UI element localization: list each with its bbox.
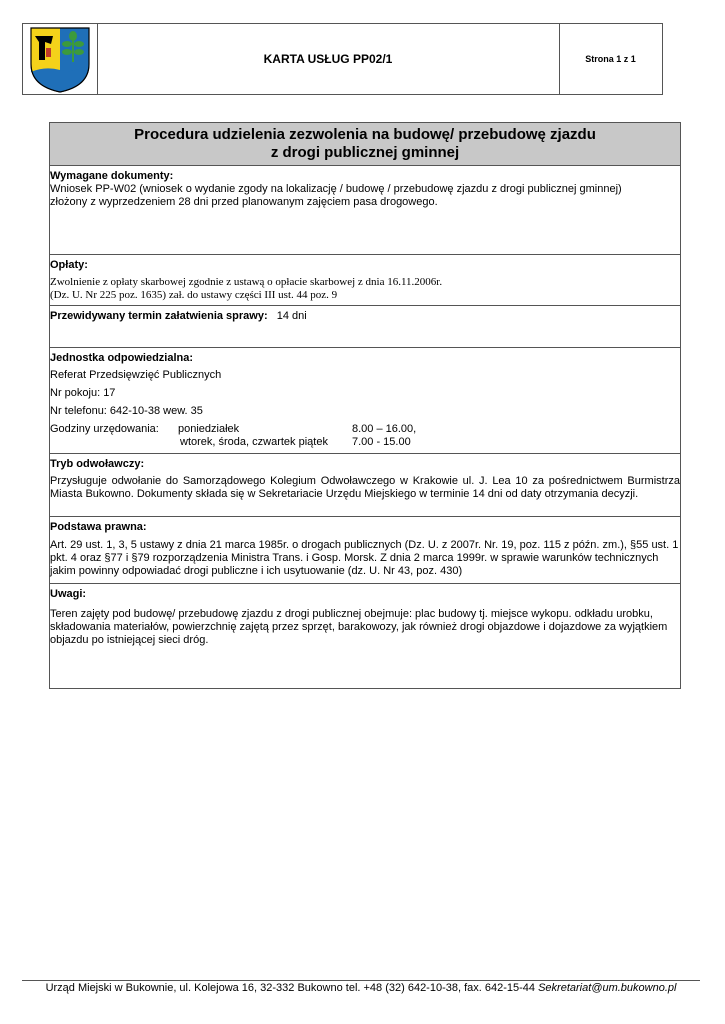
notes-text: Teren zajęty pod budowę/ przebudowę zjazdu z drogi publicznej obejmuje: plac budowy tj. miejsce wykopu. odkładu urobku, składowania materiałów, powierzchnię zajętą przez sprzęt, barakowozy, jak również drogi objazdowe i dojazdowe za wyjątkiem objazdu po istniejącej sieci dróg. <box>50 608 668 646</box>
appeal-text: Przysługuje odwołanie do Samorządowego Kolegium Odwoławczego w Krakowie ul. J. Lea 10 za pośrednictwem Burmistrza Miasta Bukowno. Dokumenty składa się w Sekretariacie Urzędu Miejskiego w terminie 14 dni od daty otrzymania decyzji. <box>50 475 680 500</box>
hours-time1: 8.00 – 16.00, <box>352 423 417 435</box>
fees-line2: (Dz. U. Nr 225 poz. 1635) zał. do ustawy części III ust. 44 poz. 9 <box>50 289 338 301</box>
term-section <box>50 306 680 348</box>
documents-label: Wymagane dokumenty: <box>50 170 174 182</box>
unit-phone: Nr telefonu: 642-10-38 wew. 35 <box>50 405 203 417</box>
term-value: 14 dni <box>276 310 307 322</box>
term-label: Przewidywany termin załatwienia sprawy: <box>50 310 268 322</box>
hours-label: Godziny urzędowania: <box>50 423 159 435</box>
unit-section <box>50 348 680 454</box>
legal-label: Podstawa prawna: <box>50 521 147 533</box>
documents-line2: złożony z wyprzedzeniem 28 dni przed planowanym zajęciem pasa drogowego. <box>50 196 438 208</box>
hours-day1: poniedziałek <box>178 423 240 435</box>
coat-of-arms-logo <box>23 24 97 94</box>
procedure-table <box>49 122 681 689</box>
fees-line1: Zwolnienie z opłaty skarbowej zgodnie z ustawą o opłacie skarbowej z dnia 16.11.2006r. <box>50 276 443 288</box>
footer-email: Sekretariat@um.bukowno.pl <box>538 982 677 994</box>
legal-section <box>50 517 680 584</box>
procedure-title-line1: Procedura udzielenia zezwolenia na budowę/ przebudowę zjazdu <box>134 126 596 143</box>
page-number: Strona 1 z 1 <box>585 54 636 64</box>
footer <box>22 982 700 994</box>
logo-cell <box>23 24 98 94</box>
appeal-label: Tryb odwoławczy: <box>50 458 145 470</box>
office-hours <box>50 423 680 451</box>
notes-label: Uwagi: <box>50 588 87 600</box>
fees-label: Opłaty: <box>50 259 88 271</box>
notes-section <box>50 584 680 688</box>
unit-room: Nr pokoju: 17 <box>50 387 116 399</box>
footer-address: Urząd Miejski w Bukownie, ul. Kolejowa 16, 32-332 Bukowno tel. +48 (32) 642-10-38, fax. 642-15-44 <box>45 982 539 994</box>
unit-name: Referat Przedsięwzięć Publicznych <box>50 369 222 381</box>
legal-text: Art. 29 ust. 1, 3, 5 ustawy z dnia 21 marca 1985r. o drogach publicznych (Dz. U. z 2007r. Nr. 19, poz. 115 z późn. zm.), §55 ust. 1 pkt. 4 oraz §77 i §79 rozporządzenia Ministra Trans. i Gosp. Morsk. Z dnia 2 marca 1999r. w sprawie warunków technicznych jakim powinny odpowiadać drogi publiczne i ich usytuowanie (dz. U. Nr 43, poz. 430) <box>50 539 679 577</box>
procedure-title <box>50 123 680 166</box>
card-title: KARTA USŁUG PP02/1 <box>97 24 560 94</box>
documents-section <box>50 166 680 255</box>
procedure-title-line2: z drogi publicznej gminnej <box>270 144 460 161</box>
appeal-section <box>50 454 680 517</box>
documents-line1: Wniosek PP-W02 (wniosek o wydanie zgody na lokalizację / budowę / przebudowę zjazdu z drogi publicznej gminnej) <box>50 183 622 195</box>
hours-time2: 7.00 - 15.00 <box>352 436 411 448</box>
unit-label: Jednostka odpowiedzialna: <box>50 352 194 364</box>
fees-section <box>50 255 680 306</box>
footer-divider <box>22 980 700 981</box>
header-table <box>22 23 663 95</box>
hours-day2: wtorek, środa, czwartek piątek <box>180 436 328 448</box>
term-row <box>50 310 680 323</box>
